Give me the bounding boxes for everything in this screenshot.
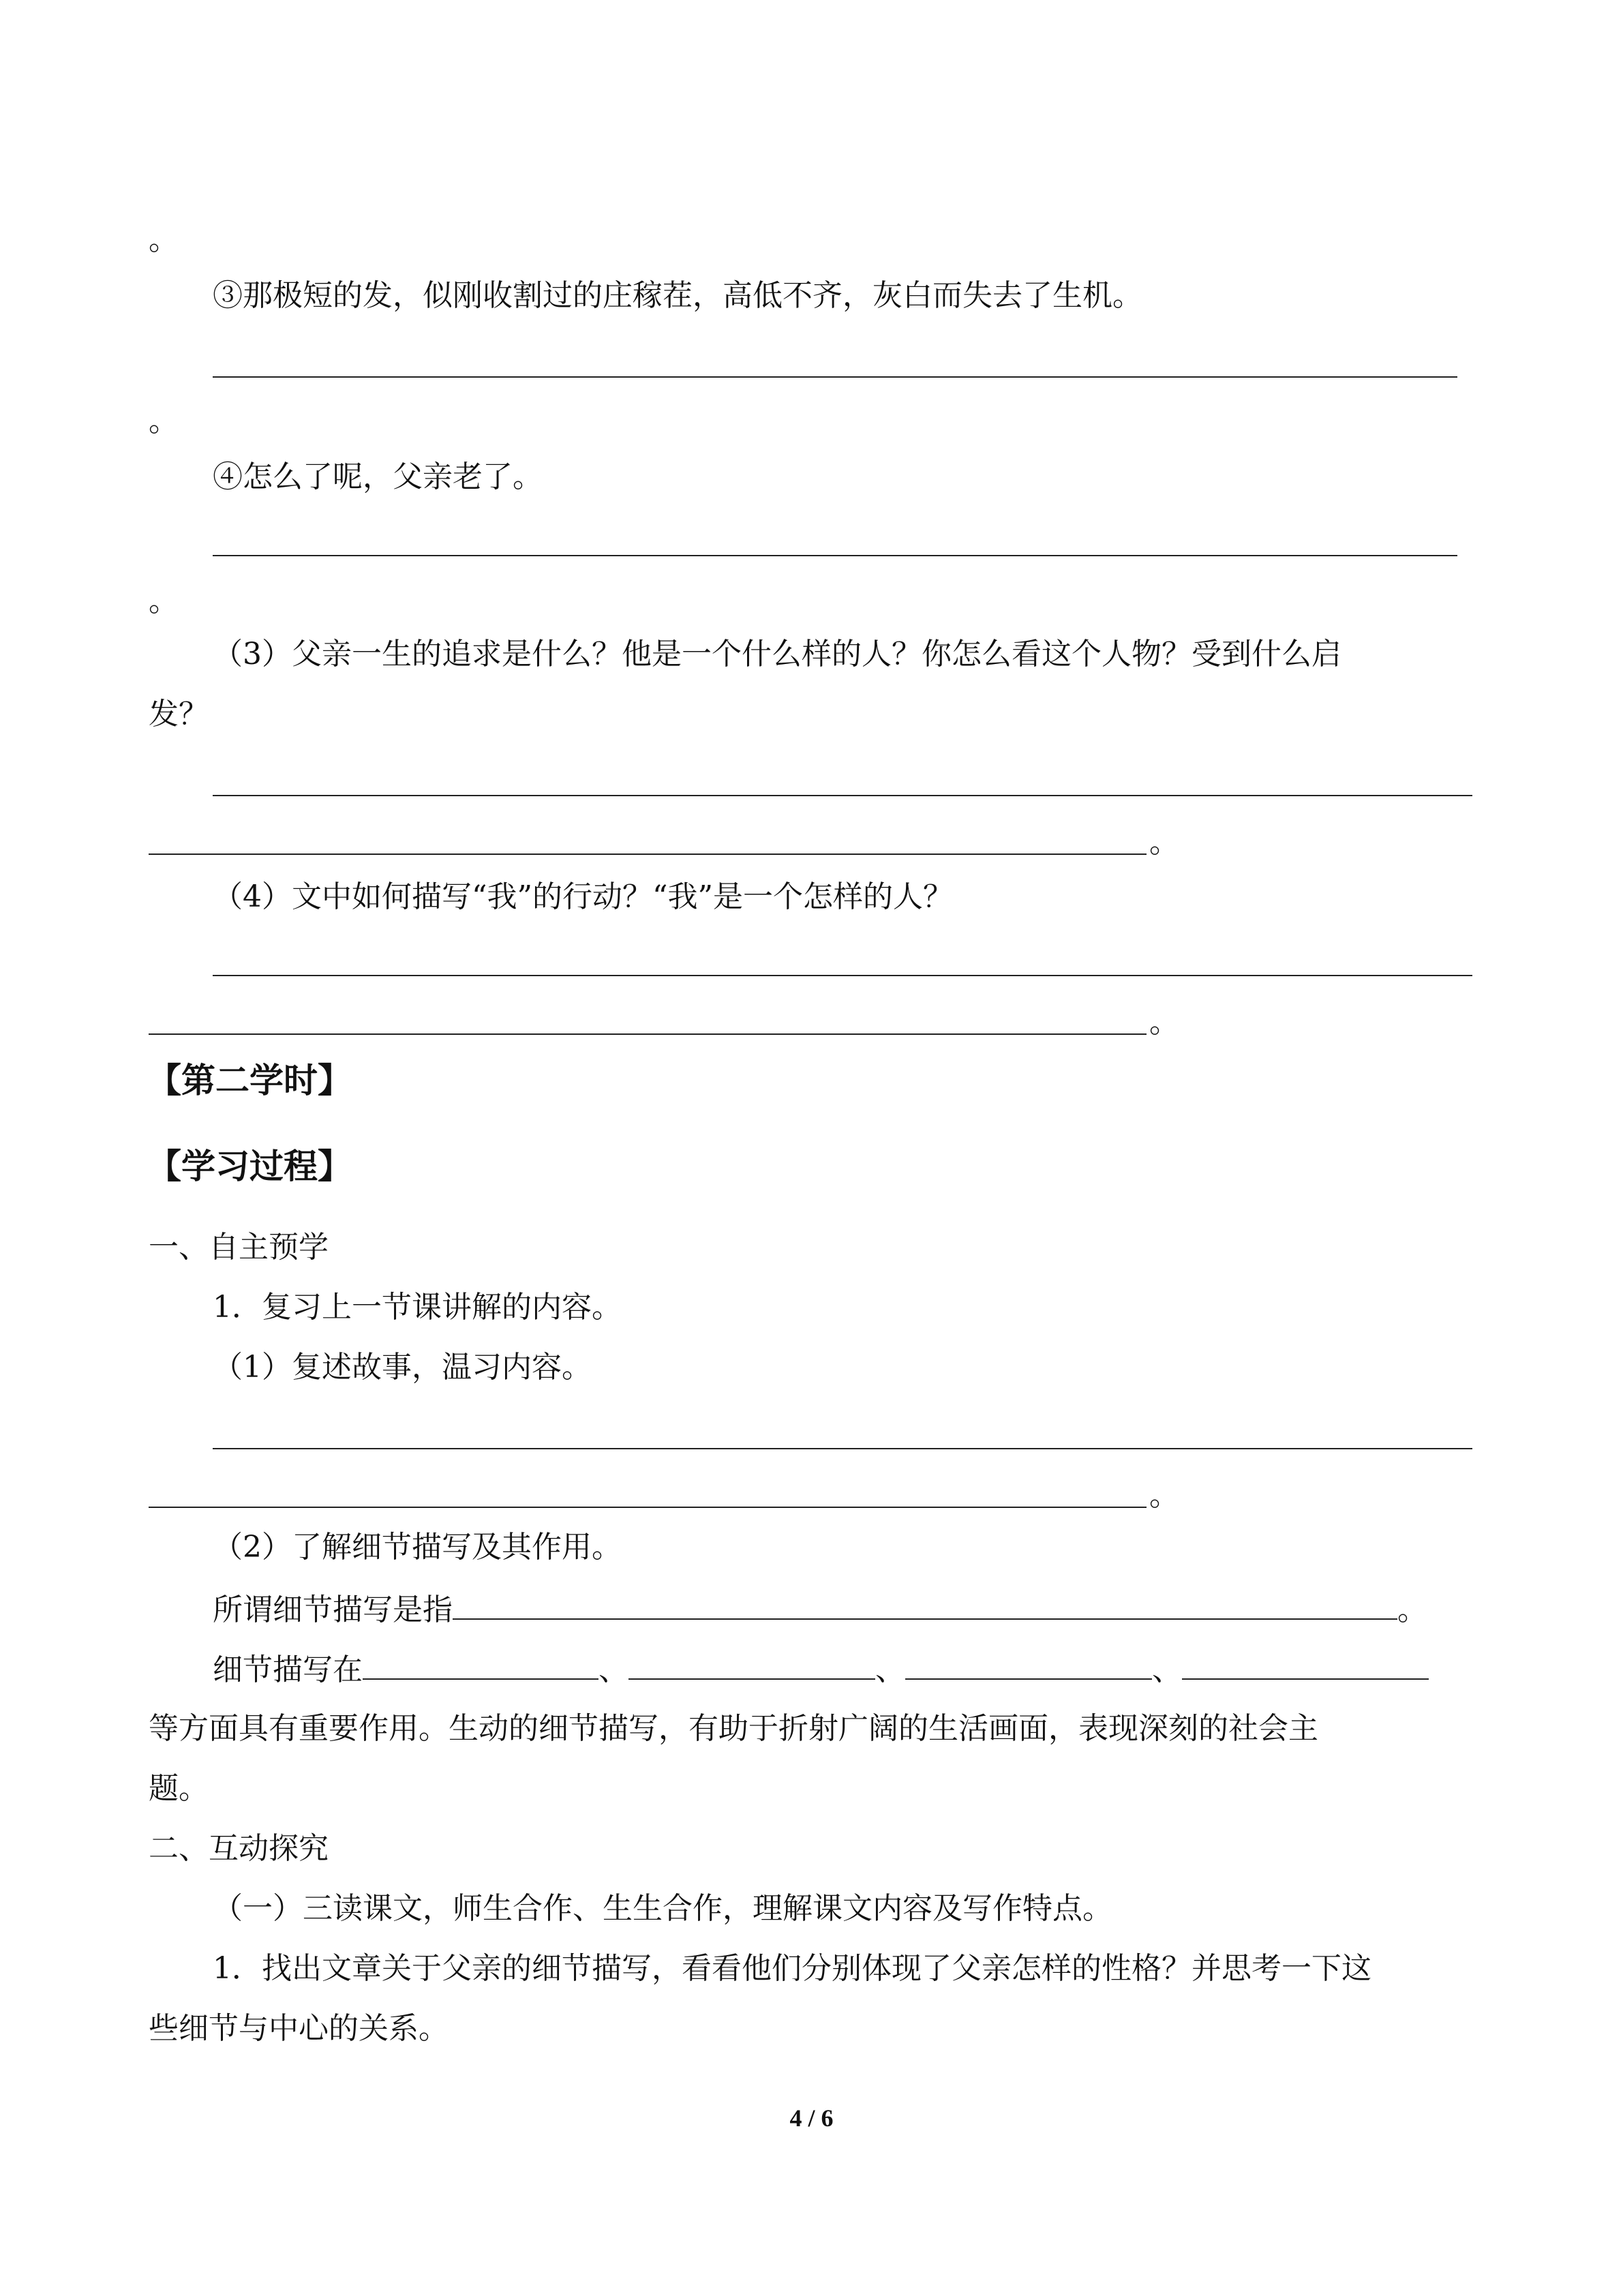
question-3-text: ③那极短的发，似刚收割过的庄稼茬，高低不齐，灰白而失去了生机。 (213, 278, 1142, 313)
item-text: 1．复习上一节课讲解的内容。 (213, 1290, 622, 1325)
answer-line[interactable] (213, 376, 1457, 378)
fill-blank[interactable] (453, 1588, 1397, 1620)
separator: 、 (1152, 1652, 1182, 1687)
question-s3-text-cont: 发？ (149, 697, 209, 731)
period-mark: 。 (149, 222, 179, 257)
period-mark: 。 (1149, 1478, 1179, 1513)
question-s3-text: （3）父亲一生的追求是什么？他是一个什么样的人？你怎么看这个人物？受到什么启 (213, 637, 1341, 671)
section-heading: 【第二学时】 (147, 1061, 352, 1100)
answer-line[interactable] (213, 555, 1457, 556)
separator: 、 (598, 1652, 628, 1687)
section-title: 二、互动探究 (149, 1831, 329, 1866)
answer-line[interactable] (149, 1033, 1147, 1035)
subitem-text: （1）复述故事，温习内容。 (213, 1350, 592, 1385)
period-mark: 。 (1149, 825, 1179, 860)
definition-prefix: 所谓细节描写是指 (213, 1592, 453, 1627)
task-text-cont: 些细节与中心的关系。 (149, 2011, 449, 2046)
answer-line[interactable] (213, 1448, 1472, 1449)
fill-blank[interactable] (363, 1648, 598, 1680)
section-heading: 【学习过程】 (147, 1147, 352, 1186)
section-title: 一、自主预学 (149, 1230, 329, 1265)
page-number: 4 / 6 (789, 2104, 834, 2132)
role-end: 题。 (149, 1771, 209, 1806)
separator: 、 (875, 1652, 905, 1687)
task-text: 1．找出文章关于父亲的细节描写，看看他们分别体现了父亲怎样的性格？并思考一下这 (213, 1951, 1371, 1986)
period-mark: 。 (1149, 1005, 1179, 1040)
answer-line[interactable] (213, 975, 1472, 976)
period-mark: 。 (149, 404, 179, 438)
part-text: （一）三读课文，师生合作、生生合作，理解课文内容及写作特点。 (213, 1891, 1112, 1926)
fill-blank[interactable] (1182, 1648, 1429, 1680)
definition-line (213, 1588, 1427, 1631)
role-continuation: 等方面具有重要作用。生动的细节描写，有助于折射广阔的生活画面，表现深刻的社会主 (149, 1711, 1318, 1746)
role-line (213, 1648, 1429, 1691)
fill-blank[interactable] (628, 1648, 875, 1680)
period-mark: 。 (149, 584, 179, 618)
subitem-text: （2）了解细节描写及其作用。 (213, 1530, 622, 1565)
question-s4-text: （4）文中如何描写“我”的行动？“我”是一个怎样的人？ (213, 879, 953, 914)
question-4-text: ④怎么了呢，父亲老了。 (213, 459, 543, 494)
answer-line[interactable] (213, 795, 1472, 796)
period-mark: 。 (1397, 1592, 1427, 1627)
answer-line[interactable] (149, 1507, 1147, 1508)
answer-line[interactable] (149, 854, 1147, 855)
role-prefix: 细节描写在 (213, 1652, 363, 1687)
fill-blank[interactable] (905, 1648, 1152, 1680)
